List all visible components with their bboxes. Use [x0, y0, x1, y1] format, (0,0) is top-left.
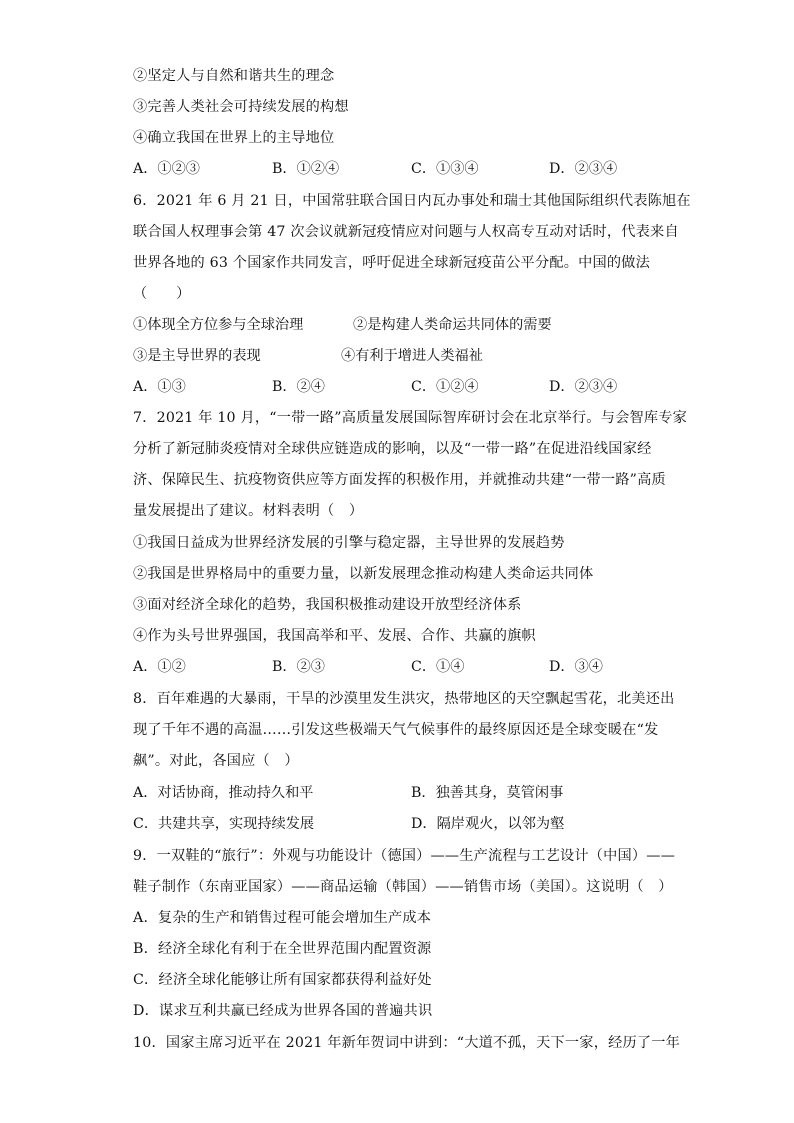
- q6-stem-line-4: （ ）: [133, 286, 191, 302]
- q6-stem-line-3: 世界各地的 63 个国家作共同发言，呼吁促进全球新冠疫苗公平分配。中国的做法: [133, 255, 651, 271]
- q5-option-c: C．①③④: [411, 161, 479, 177]
- q5-item-4: ④确立我国在世界上的主导地位: [133, 130, 335, 146]
- q7-option-c: C．①④: [411, 659, 465, 675]
- q6-option-a: A．①③: [133, 379, 186, 395]
- q6-item-3: ③是主导世界的表现: [133, 348, 261, 364]
- q7-stem-line-2: 分析了新冠肺炎疫情对全球供应链造成的影响，以及“一带一路”在促进沿线国家经: [133, 441, 652, 457]
- q8-stem-line-3: 飙”。对此，各国应（ ）: [133, 753, 299, 769]
- q8-options-row-1: [133, 783, 653, 803]
- q5-option-d: D．②③④: [549, 161, 618, 177]
- q8-option-a: A．对话协商，推动持久和平: [133, 785, 314, 801]
- q8-stem-line-2: 现了千年不遇的高温……引发这些极端天气气候事件的最终原因还是全球变暖在“发: [133, 722, 659, 738]
- q7-item-2: ②我国是世界格局中的重要力量，以新发展理念推动构建人类命运共同体: [133, 566, 594, 582]
- q5-option-b: B．①②④: [272, 161, 340, 177]
- q5-item-3: ③完善人类社会可持续发展的构想: [133, 99, 349, 115]
- q6-option-b: B．②④: [272, 379, 325, 395]
- q7-stem-line-3: 济、保障民生、抗疫物资供应等方面发挥的积极作用，并就推动共建“一带一路”高质: [133, 472, 666, 488]
- q8-option-c: C．共建共享，实现持续发展: [133, 816, 315, 832]
- q8-stem-line-1: 8．百年难遇的大暴雨，干旱的沙漠里发生洪灾，热带地区的天空飘起雪花，北美还出: [133, 691, 675, 707]
- q7-options: [133, 657, 653, 677]
- q6-items-row-2: [133, 346, 653, 366]
- q7-option-a: A．①②: [133, 659, 186, 675]
- q6-items-row-1: [133, 315, 653, 335]
- q6-option-d: D．②③④: [549, 379, 618, 395]
- q9-option-b: B．经济全球化有利于在全世界范围内配置资源: [133, 941, 432, 957]
- q6-stem-line-1: 6．2021 年 6 月 21 日，中国常驻联合国日内瓦办事处和瑞士其他国际组织代表陈旭在: [133, 193, 691, 209]
- q7-stem-line-4: 量发展提出了建议。材料表明（ ）: [133, 503, 364, 519]
- q5-options: [133, 159, 653, 179]
- q8-option-b: B．独善其身，莫管闲事: [411, 785, 564, 801]
- q10-stem-line-1: 10．国家主席习近平在 2021 年新年贺词中讲到：“大道不孤，天下一家，经历了一年: [133, 1035, 681, 1051]
- q6-options: [133, 377, 653, 397]
- q6-stem-line-2: 联合国人权理事会第 47 次会议就新冠疫情应对问题与人权高专互动对话时，代表来自: [133, 224, 679, 240]
- q6-option-c: C．①②④: [411, 379, 479, 395]
- q5-item-2: ②坚定人与自然和谐共生的理念: [133, 68, 335, 84]
- q9-option-d: D．谋求互利共赢已经成为世界各国的普遍共识: [133, 1003, 433, 1019]
- q9-option-c: C．经济全球化能够让所有国家都获得利益好处: [133, 972, 432, 988]
- q6-item-1: ①体现全方位参与全球治理: [133, 317, 304, 333]
- q9-stem-line-1: 9．一双鞋的“旅行”：外观与功能设计（德国）——生产流程与工艺设计（中国）——: [133, 848, 676, 864]
- q7-option-d: D．③④: [549, 659, 603, 675]
- q9-stem-line-2: 鞋子制作（东南亚国家）——商品运输（韩国）——销售市场（美国）。这说明（ ）: [133, 879, 673, 895]
- q7-item-1: ①我国日益成为世界经济发展的引擎与稳定器，主导世界的发展趋势: [133, 535, 565, 551]
- q7-stem-line-1: 7．2021 年 10 月，“一带一路”高质量发展国际智库研讨会在北京举行。与会智库专家: [133, 410, 688, 426]
- q7-item-3: ③面对经济全球化的趋势，我国积极推动建设开放型经济体系: [133, 597, 522, 613]
- q7-item-4: ④作为头号世界强国，我国高举和平、发展、合作、共赢的旗帜: [133, 628, 536, 644]
- q5-option-a: A．①②③: [133, 161, 200, 177]
- q8-options-row-2: [133, 814, 653, 834]
- q8-option-d: D．隔岸观火，以邻为壑: [411, 816, 565, 832]
- q9-option-a: A．复杂的生产和销售过程可能会增加生产成本: [133, 910, 432, 926]
- q6-item-4: ④有利于增进人类福祉: [341, 348, 483, 364]
- q6-item-2: ②是构建人类命运共同体的需要: [353, 317, 552, 333]
- q7-option-b: B．②③: [272, 659, 325, 675]
